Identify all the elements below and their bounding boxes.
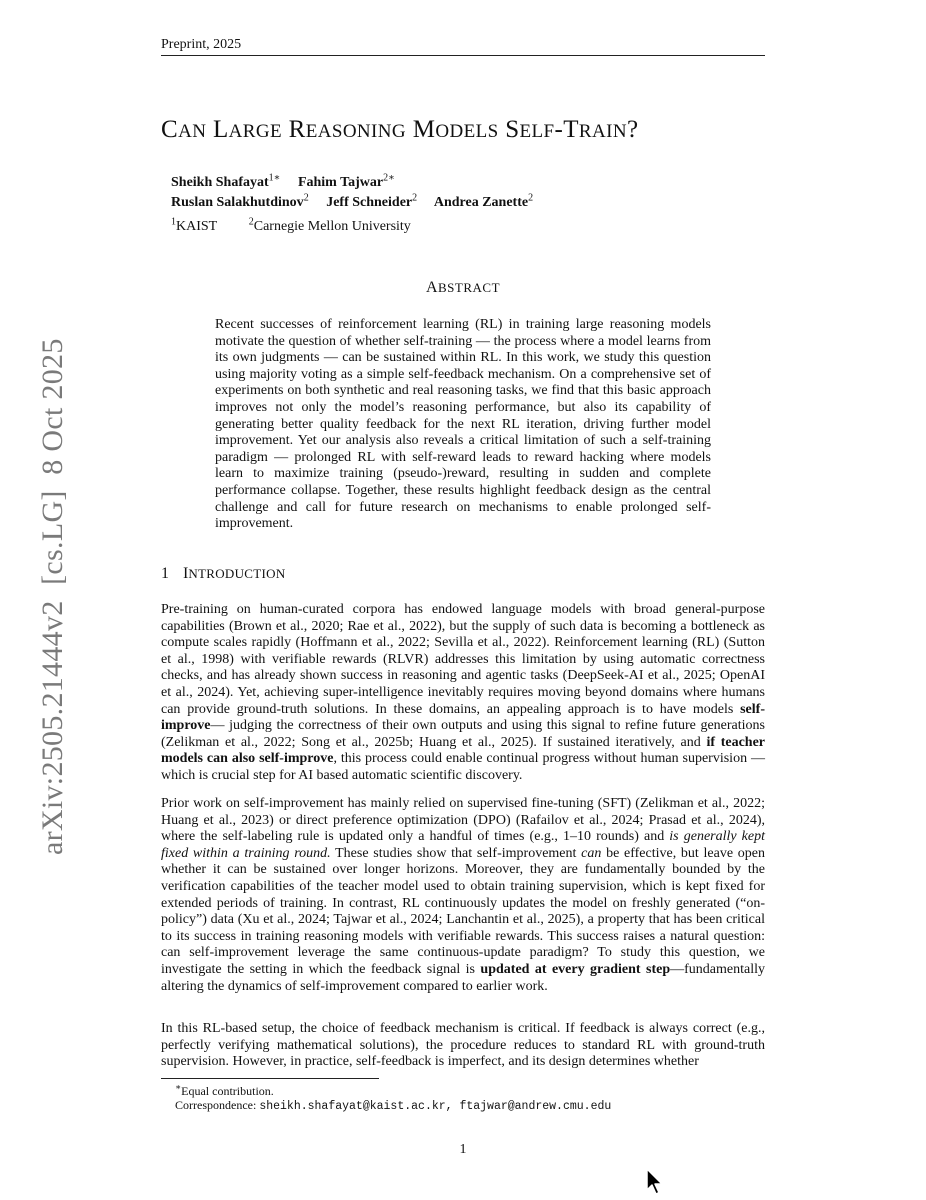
text-run: Pre-training on human-curated corpora has endowed language models with broad general-purpose capabilities (Brown et al., 2020; Rae et al., 2022), but the supply of such data is becoming a bottleneck as compute scales rapidly (Hoffmann et al., 2022; Sevilla et al., 2022). Reinforcement learning (RL) (Sutton et al., 1998) with verifiable rewards (RLVR) addresses this limitation by using automatic correctness checks, and has already shown success in reasoning and agentic tasks (DeepSeek-AI et al., 2025; OpenAI et al., 2024). Yet, achieving super-intelligence inevitably requires moving beyond domains where humans can provide ground-truth solutions. In these domains, an appealing approach is to have models bbox=[161, 602, 765, 717]
author-name: Jeff Schneider bbox=[326, 194, 413, 210]
arxiv-stamp: arXiv:2505.21444v2 [cs.LG] 8 Oct 2025 bbox=[36, 338, 69, 855]
title-cap: R bbox=[288, 116, 306, 143]
affiliation-name: Carnegie Mellon University bbox=[253, 218, 411, 234]
author-line-1 bbox=[171, 172, 409, 191]
running-head: Preprint, 2025 bbox=[161, 37, 765, 56]
title-sc: AN bbox=[178, 121, 207, 142]
section-heading bbox=[161, 565, 286, 583]
title-cap: -T bbox=[554, 116, 579, 143]
intro-paragraph-1 bbox=[161, 602, 765, 785]
intro-paragraph-3: In this RL-based setup, the choice of feedback mechanism is critical. If feedback is always correct (e.g., perfectly verifying mathematical solutions), the procedure reduces to standard RL with ground-truth supervision. However, in practice, self-feedback is imperfect, and its design determines whether bbox=[161, 1021, 765, 1070]
title-sc: ARGE bbox=[228, 121, 282, 142]
author-name: Andrea Zanette bbox=[433, 194, 529, 210]
author-name: Fahim Tajwar bbox=[297, 174, 384, 190]
affiliations bbox=[171, 216, 439, 235]
text-run: —fundamentally altering the dynamics of self-improvement compared to earlier work. bbox=[161, 961, 765, 994]
author-mark: 2 bbox=[412, 192, 418, 203]
mouse-cursor-icon bbox=[645, 1168, 665, 1196]
heading-cap: I bbox=[183, 565, 189, 582]
author bbox=[171, 172, 281, 190]
author-line-2 bbox=[171, 192, 547, 211]
author bbox=[171, 192, 309, 210]
italic-phrase: is generally kept fixed within a training round. bbox=[161, 829, 766, 861]
abstract-text: Recent successes of reinforcement learning (RL) in training large reasoning models motivate the question of whether self-training — the process where a model learns from its own judgments — can be sustained within RL. In this work, we study this question using majority voting as a simple self-feedback mechanism. On a comprehensive set of experiments on both synthetic and real reasoning tasks, we find that this basic approach improves not only the model’s reasoning performance, but also its capability of generating better quality feedback for the next RL iteration, driving further model improvement. Yet our analysis also reveals a critical limitation of such a self-training paradigm — prolonged RL with self-reward leads to reward hacking where models learn to maximize training (pseudo-)reward, resulting in sudden and complete performance collapse. Together, these results highlight feedback design as the central challenge and call for future research on mechanisms to enable prolonged self-improvement. bbox=[215, 317, 711, 532]
title-cap: S bbox=[505, 116, 520, 143]
bold-term: updated at every gradient step bbox=[480, 961, 671, 977]
author bbox=[297, 172, 395, 190]
footnote-label: Correspondence: bbox=[175, 1098, 260, 1112]
text-run: , this process could enable continual progress without human supervision — which is crucial step for AI based automatic scientific discovery. bbox=[161, 751, 765, 783]
affiliation-mark: 1 bbox=[171, 216, 176, 227]
title-sc: RAIN bbox=[578, 121, 627, 142]
affiliation bbox=[171, 216, 231, 234]
title-sc: EASONING bbox=[305, 121, 407, 142]
correspondence-emails: sheikh.shafayat@kaist.ac.kr, ftajwar@andrew.cmu.edu bbox=[259, 1100, 612, 1113]
author-name: Ruslan Salakhutdinov bbox=[171, 194, 304, 210]
footnote-mark: ∗ bbox=[175, 1082, 182, 1092]
text-run: — judging the correctness of their own outputs and using this signal to refine future generations (Zelikman et al., 2022; Song et al., 2025b; Huang et al., 2025). If sustained iteratively, and bbox=[161, 718, 765, 750]
page-number: 1 bbox=[459, 1142, 467, 1157]
title-cap: L bbox=[212, 116, 229, 143]
author bbox=[433, 192, 534, 210]
affiliation bbox=[248, 216, 425, 234]
affiliation-mark: 2 bbox=[248, 216, 254, 227]
author-name: Sheikh Shafayat bbox=[171, 174, 269, 190]
title-cap: ? bbox=[626, 116, 639, 143]
heading-cap: A bbox=[425, 279, 439, 296]
author-mark: 1∗ bbox=[268, 172, 281, 183]
text-run: Prior work on self-improvement has mainly relied on supervised fine-tuning (SFT) (Zelikman et al., 2022; Huang et al., 2023) or direct preference optimization (DPO) (Rafailov et al., 2024; Prasad et al., 2024), where the self-labeling rule is updated only a handful of times (e.g., 1–10 rounds) and bbox=[161, 796, 765, 845]
heading-sc: NTRODUCTION bbox=[188, 566, 286, 581]
footnote-correspondence bbox=[175, 1098, 611, 1113]
affiliation-name: KAIST bbox=[176, 218, 218, 234]
heading-sc: BSTRACT bbox=[438, 280, 501, 295]
text-run: be effective, but leave open whether it can be sustained over longer horizons. Moreover, they are fundamentally bounded by the verification capabilities of the teacher model used to obtain training supervision, which is kept fixed for extended periods of training. In contrast, RL continuously updates the model on freshly generated (“on-policy”) data (Xu et al., 2024; Tajwar et al., 2024; Lanchantin et al., 2025), a property that has been critical to its success in training reasoning models with verifiable rewards. This success raises a natural question: can self-improvement leverage the same continuous-update paradigm? To study this question, we investigate the setting in which the feedback signal is bbox=[161, 845, 766, 977]
author-mark: 2 bbox=[303, 192, 309, 203]
paper-title bbox=[161, 116, 638, 144]
abstract-heading bbox=[0, 279, 926, 297]
section-number: 1 bbox=[161, 565, 169, 582]
footnote-equal-contribution bbox=[175, 1082, 274, 1099]
bold-term: self-improve bbox=[161, 701, 765, 734]
title-sc: ODELS bbox=[435, 121, 499, 142]
author-mark: 2 bbox=[528, 192, 534, 203]
title-sc: ELF bbox=[519, 121, 555, 142]
bold-term: if teacher models can also self-improve bbox=[161, 734, 766, 767]
author bbox=[326, 192, 418, 210]
footnote-rule bbox=[161, 1078, 379, 1079]
footnote-text: Equal contribution. bbox=[181, 1084, 274, 1098]
intro-paragraph-2 bbox=[161, 796, 765, 995]
text-run: These studies show that self-improvement bbox=[330, 845, 582, 861]
title-cap: C bbox=[161, 116, 179, 143]
author-mark: 2∗ bbox=[383, 172, 395, 183]
title-cap: M bbox=[412, 116, 436, 143]
italic-phrase: can bbox=[581, 845, 602, 861]
